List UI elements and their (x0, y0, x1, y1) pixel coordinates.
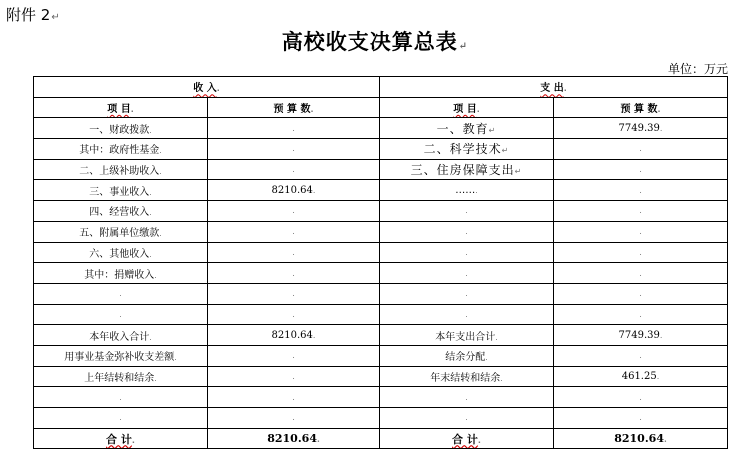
expense-item: 一、教育 (436, 121, 489, 136)
income-value-cell (208, 283, 380, 304)
income-item-cell (34, 242, 208, 263)
cell-mark-icon: . (639, 268, 642, 278)
table-row (34, 201, 728, 222)
expense-item: 结余分配 (445, 352, 486, 364)
income-item-cell (34, 263, 208, 284)
expense-value: 461.25 (621, 370, 657, 382)
total-expense-label-cell (380, 428, 554, 449)
cell-mark-icon: . (310, 105, 314, 115)
cell-mark-icon: . (475, 185, 478, 195)
cell-mark-icon: . (656, 371, 660, 381)
cell-mark-icon: . (639, 144, 642, 154)
cell-mark-icon: . (465, 413, 468, 423)
attachment-label (6, 4, 60, 25)
expense-value-cell (554, 201, 728, 222)
cell-mark-icon: . (465, 309, 468, 319)
income-value-cell (208, 304, 380, 325)
total-row (34, 428, 728, 449)
expense-value-cell (554, 159, 728, 180)
income-value-cell (208, 180, 380, 201)
expense-value-cell (554, 325, 728, 346)
income-item: 一、财政拨款 (89, 124, 150, 136)
total-label-cell (34, 428, 208, 449)
expense-item-cell (380, 325, 554, 346)
income-value-cell (208, 408, 380, 429)
expense-item-cell (380, 387, 554, 408)
cell-mark-icon: . (292, 247, 295, 257)
cell-mark-icon: . (154, 270, 157, 280)
cell-mark-icon: . (149, 125, 152, 135)
income-value-cell (208, 325, 380, 346)
budget-summary-table (33, 76, 728, 449)
expense-item-cell (380, 159, 554, 180)
cell-mark-icon: . (639, 227, 642, 237)
income-item: 五、附属单位缴款 (79, 228, 160, 240)
cell-mark-icon: . (292, 309, 295, 319)
income-item: 用事业基金弥补收支差额 (64, 352, 175, 364)
cell-mark-icon: . (663, 434, 667, 445)
expense-item-cell (380, 139, 554, 160)
income-item: 三、事业收入 (89, 186, 150, 198)
cell-mark-icon: . (312, 330, 316, 340)
table-subheader-row (34, 97, 728, 118)
cell-mark-icon: . (639, 247, 642, 257)
cell-mark-icon: . (119, 392, 122, 402)
expense-value-cell (554, 304, 728, 325)
total-expense-value: 8210.64 (614, 432, 664, 446)
expense-item-cell (380, 221, 554, 242)
table-row (34, 242, 728, 263)
table-row (34, 118, 728, 139)
income-value-cell (208, 366, 380, 387)
income-header-cell (34, 77, 380, 98)
expense-item-cell (380, 180, 554, 201)
total-income-cell (208, 428, 380, 449)
expense-item-header: 项 目 (453, 104, 477, 116)
title-text: 高校收支决算总表 (281, 29, 458, 54)
table-row (34, 139, 728, 160)
table-row (34, 159, 728, 180)
cell-mark-icon: . (119, 309, 122, 319)
expense-value-cell (554, 408, 728, 429)
expense-item-cell (380, 118, 554, 139)
income-item-header-cell (34, 97, 208, 118)
expense-item-cell (380, 242, 554, 263)
cell-mark-icon: . (312, 185, 316, 195)
expense-item-cell (380, 283, 554, 304)
unit-label: 单位：万元 (667, 62, 728, 76)
total-label: 合 计 (106, 432, 132, 446)
expense-item: 年末结转和结余 (430, 372, 501, 384)
expense-item-cell (380, 408, 554, 429)
income-value-cell (208, 263, 380, 284)
income-item-cell (34, 366, 208, 387)
income-item: 其中：捐赠收入 (84, 269, 155, 281)
expense-value-cell (554, 366, 728, 387)
income-value-cell (208, 387, 380, 408)
cell-mark-icon: . (292, 351, 295, 361)
income-item-cell (34, 180, 208, 201)
income-value-cell (208, 159, 380, 180)
expense-item-cell (380, 345, 554, 366)
income-item: 四、经营收入 (89, 207, 150, 219)
cell-mark-icon: . (657, 105, 661, 115)
cell-mark-icon: . (292, 144, 295, 154)
expense-budget-header-cell (554, 97, 728, 118)
expense-value-cell (554, 221, 728, 242)
cell-mark-icon: . (639, 413, 642, 423)
expense-item: 三、住房保障支出 (410, 163, 515, 178)
cell-mark-icon: ↵ (501, 146, 510, 156)
expense-header-cell (380, 77, 728, 98)
cell-mark-icon: . (659, 330, 663, 340)
expense-value-cell (554, 283, 728, 304)
income-item-cell (34, 159, 208, 180)
cell-mark-icon: . (465, 289, 468, 299)
table-row (34, 263, 728, 284)
cell-mark-icon: . (292, 413, 295, 423)
table-row (34, 408, 728, 429)
total-expense-label: 合 计 (452, 432, 478, 446)
cell-mark-icon: . (495, 332, 498, 342)
income-item-cell (34, 387, 208, 408)
income-item-cell (34, 201, 208, 222)
expense-value: 7749.39 (618, 122, 660, 134)
cell-mark-icon: . (465, 392, 468, 402)
income-value-cell (208, 221, 380, 242)
cell-mark-icon: . (159, 167, 162, 177)
expense-item-header-cell (380, 97, 554, 118)
cell-mark-icon: . (659, 123, 663, 133)
income-item-cell (34, 283, 208, 304)
income-item-cell (34, 304, 208, 325)
table-row (34, 283, 728, 304)
cell-mark-icon: . (292, 165, 295, 175)
expense-item-cell (380, 263, 554, 284)
expense-item-cell (380, 201, 554, 222)
expense-item: 本年支出合计 (435, 331, 496, 343)
cell-mark-icon: . (639, 309, 642, 319)
income-item: 其中：政府性基金 (79, 145, 160, 157)
cell-mark-icon: . (500, 373, 503, 383)
income-value-cell (208, 201, 380, 222)
income-value: 8210.64 (271, 184, 313, 196)
income-item: 本年收入合计 (89, 331, 150, 343)
income-budget-header: 预 算 数 (273, 104, 311, 116)
expense-item: 二、科学技术 (423, 142, 502, 157)
expense-value: 7749.39 (618, 329, 660, 341)
income-value-cell (208, 139, 380, 160)
income-item-cell (34, 345, 208, 366)
table-row (34, 304, 728, 325)
cell-mark-icon: . (149, 249, 152, 259)
cell-mark-icon: . (292, 206, 295, 216)
income-value-cell (208, 345, 380, 366)
cell-mark-icon: . (485, 353, 488, 363)
cell-mark-icon: ↵ (514, 167, 523, 177)
cell-mark-icon: . (119, 289, 122, 299)
expense-value-cell (554, 139, 728, 160)
cell-mark-icon: . (316, 434, 320, 445)
expense-item: …… (455, 184, 476, 196)
cell-mark-icon: . (149, 208, 152, 218)
income-item: 上年结转和结余 (84, 372, 155, 384)
income-value-cell (208, 242, 380, 263)
total-income-value: 8210.64 (267, 432, 317, 446)
income-header: 收 入 (193, 83, 217, 95)
income-value: 8210.64 (271, 329, 313, 341)
income-item-cell (34, 325, 208, 346)
cell-mark-icon: . (292, 371, 295, 381)
expense-value-cell (554, 242, 728, 263)
income-budget-header-cell (208, 97, 380, 118)
cell-mark-icon: . (639, 165, 642, 175)
income-item-cell (34, 118, 208, 139)
cell-mark-icon: . (159, 146, 162, 156)
cell-mark-icon: . (292, 227, 295, 237)
cell-mark-icon: . (563, 84, 567, 94)
page-title (0, 26, 750, 56)
expense-header: 支 出 (540, 83, 564, 95)
cell-mark-icon: . (149, 332, 152, 342)
cell-mark-icon: . (465, 268, 468, 278)
cell-mark-icon: . (639, 351, 642, 361)
income-item-header: 项 目 (107, 104, 131, 116)
cell-mark-icon: . (159, 229, 162, 239)
cell-mark-icon: . (149, 187, 152, 197)
expense-value-cell (554, 180, 728, 201)
attachment-text: 附件 2 (6, 6, 51, 24)
expense-item-cell (380, 304, 554, 325)
table-row (34, 387, 728, 408)
cell-mark-icon: . (639, 206, 642, 216)
cell-mark-icon: . (639, 289, 642, 299)
income-item: 二、上级补助收入 (79, 166, 160, 178)
cell-mark-icon: . (174, 353, 177, 363)
cell-mark-icon: . (292, 123, 295, 133)
cell-mark-icon: . (476, 105, 480, 115)
table-row (34, 221, 728, 242)
cell-mark-icon: . (131, 435, 135, 445)
cell-mark-icon: . (292, 268, 295, 278)
income-value-cell (208, 118, 380, 139)
total-expense-cell (554, 428, 728, 449)
cell-mark-icon: . (465, 247, 468, 257)
cell-mark-icon: . (216, 84, 220, 94)
cell-mark-icon: . (639, 185, 642, 195)
cell-mark-icon: . (292, 392, 295, 402)
cell-mark-icon: . (119, 413, 122, 423)
expense-value-cell (554, 118, 728, 139)
income-item-cell (34, 408, 208, 429)
income-item: 六、其他收入 (89, 248, 150, 260)
income-item-cell (34, 221, 208, 242)
table-header-row (34, 77, 728, 98)
cell-mark-icon: . (639, 392, 642, 402)
expense-budget-header: 预 算 数 (620, 104, 658, 116)
table-row (34, 180, 728, 201)
cell-mark-icon: ↵ (488, 125, 497, 135)
cell-mark-icon: . (292, 289, 295, 299)
cell-mark-icon: . (130, 105, 134, 115)
paragraph-mark-icon: ↵ (51, 12, 60, 23)
table-row (34, 366, 728, 387)
expense-value-cell (554, 387, 728, 408)
table-row (34, 345, 728, 366)
paragraph-mark-icon: ↵ (458, 41, 469, 52)
income-item-cell (34, 139, 208, 160)
expense-item-cell (380, 366, 554, 387)
cell-mark-icon: . (465, 206, 468, 216)
cell-mark-icon: . (477, 435, 481, 445)
expense-value-cell (554, 263, 728, 284)
cell-mark-icon: . (465, 227, 468, 237)
table-row (34, 325, 728, 346)
cell-mark-icon: . (154, 373, 157, 383)
expense-value-cell (554, 345, 728, 366)
